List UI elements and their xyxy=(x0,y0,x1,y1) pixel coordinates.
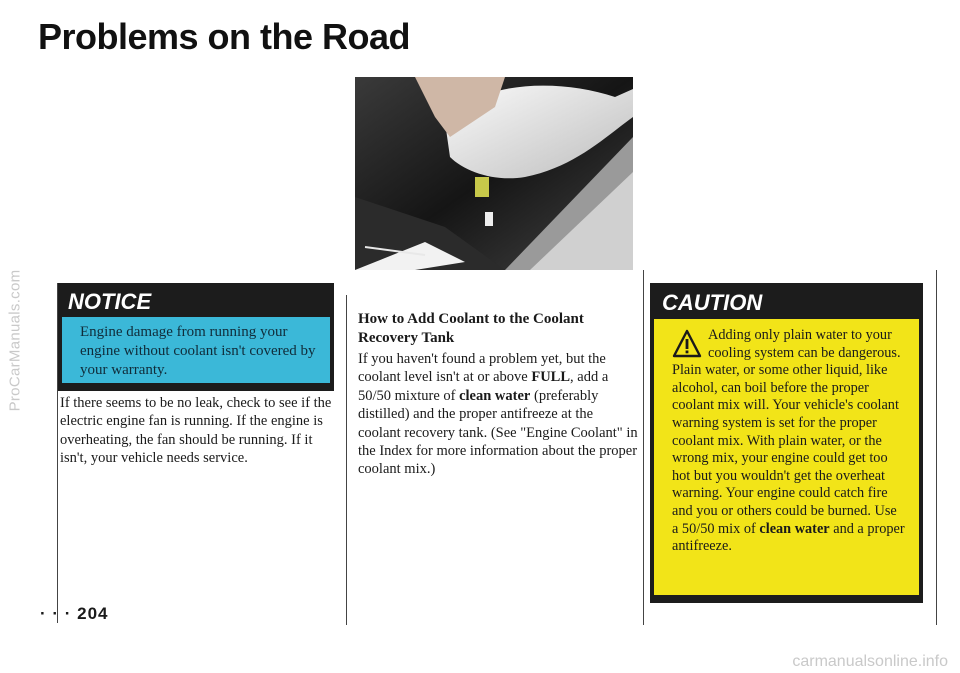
full-word: FULL xyxy=(531,369,571,386)
caution-text-part1: Adding only plain water to your cooling system can be dangerous. Plain water, or some other liquid, like alcohol, can boil before the proper coolant mix will. Your vehicle's coolant warning system is set for the proper coolant mix. With plain water, or the wrong mix, your engine could get too hot but you wouldn't get the overheat warning. Your engine could catch fire and you or others could be burned. Use a 50/50 mix of xyxy=(672,327,901,537)
coolant-paragraph xyxy=(358,350,638,479)
page-title: Problems on the Road xyxy=(38,16,411,57)
side-watermark xyxy=(2,60,28,620)
caution-box xyxy=(650,283,923,603)
column-rule-right xyxy=(643,270,644,625)
left-paragraph: If there seems to be no leak, check to see if the electric engine fan is running. If the engine is overheating, the fan should be running. If it isn't, your vehicle needs service. xyxy=(60,395,332,467)
caution-heading: CAUTION xyxy=(662,290,763,315)
coolant-photo xyxy=(355,77,633,270)
caution-text-part2: and a proper antifreeze. xyxy=(672,520,905,555)
caution-clean-water: clean water xyxy=(759,520,830,537)
column-rule-middle xyxy=(346,295,347,625)
clean-water-emphasis: clean water xyxy=(459,387,531,404)
notice-heading: NOTICE xyxy=(68,289,152,314)
side-watermark-text: ProCarManuals.com xyxy=(6,269,24,411)
coolant-paragraph-part3: (preferably distilled) and the proper antifreeze at the coolant recovery tank. (See "Engine Coolant" in the Index for more information about the proper coolant mix.) xyxy=(358,387,638,478)
caution-text xyxy=(654,319,919,595)
bottom-watermark: carmanualsonline.info xyxy=(792,653,948,670)
page-number: · · · 204 xyxy=(40,604,109,623)
coolant-paragraph-part2: , add a 50/50 mixture of xyxy=(358,369,609,404)
coolant-paragraph-part1: If you haven't found a problem yet, but the coolant level isn't at or above xyxy=(358,351,606,386)
column-rule-edge xyxy=(936,270,937,625)
warning-triangle-icon xyxy=(672,329,702,359)
notice-box xyxy=(58,283,334,391)
notice-text: Engine damage from running your engine without coolant isn't covered by your warranty. xyxy=(62,317,330,383)
section-heading: How to Add Coolant to the Coolant Recovery Tank xyxy=(358,311,584,346)
